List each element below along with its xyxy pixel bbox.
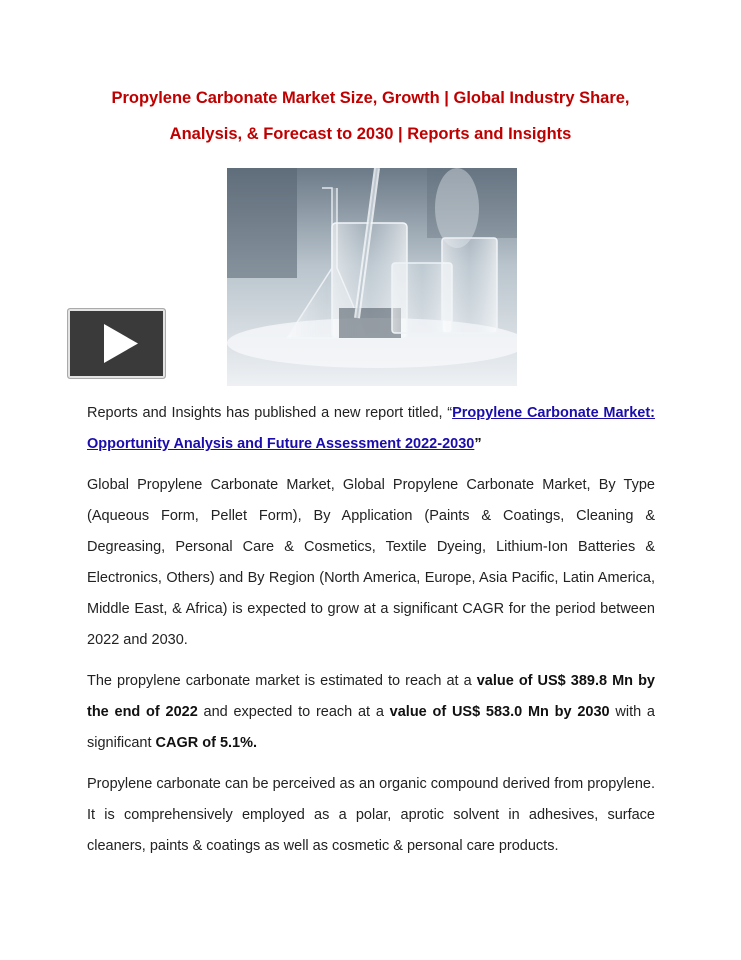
report-title-link[interactable]: Propylene Carbonate Market: Opportunity Analysis and Future Assessment 2022-2030 [87, 405, 655, 452]
laboratory-glassware-photo [227, 168, 517, 386]
definition-paragraph: Propylene carbonate can be perceived as an organic compound derived from propylene. It is comprehensively employed as a polar, aprotic solvent in adhesives, surface cleaners, paints & coatings as well as cosmetic & personal care products. [87, 776, 655, 854]
value-2022: value of US$ 389.8 Mn by the end of 2022 [87, 673, 655, 720]
cagr-value: CAGR of 5.1%. [155, 735, 258, 751]
document-body [87, 398, 655, 872]
market-scope-paragraph: Global Propylene Carbonate Market, Global Propylene Carbonate Market, By Type (Aqueous Form, Pellet Form), By Application (Paints & Coatings, Cleaning & Degreasing, Personal Care & Cosmetics, Textile Dyeing, Lithium-Ion Batteries & Electronics, Others) and By Region (North America, Europe, Asia Pacific, Latin America, Middle East, & Africa) is expected to grow at a significant CAGR for the period between 2022 and 2030. [87, 477, 655, 648]
play-icon [68, 309, 165, 378]
intro-paragraph: Reports and Insights has published a new report titled, “Propylene Carbonate Market: Opportunity Analysis and Future Assessment 2022-2030” [87, 405, 655, 452]
market-value-paragraph: The propylene carbonate market is estimated to reach at a value of US$ 389.8 Mn by the end of 2022 and expected to reach at a value of US$ 583.0 Mn by 2030 with a significant CAGR of 5.1%. [87, 673, 655, 751]
title-line-2: Analysis, & Forecast to 2030 | Reports and Insights [169, 125, 572, 143]
video-play-button[interactable] [67, 308, 166, 379]
title-line-1: Propylene Carbonate Market Size, Growth | Global Industry Share, [111, 89, 630, 107]
value-2030: value of US$ 583.0 Mn by 2030 [389, 704, 610, 720]
document-title [60, 80, 681, 152]
